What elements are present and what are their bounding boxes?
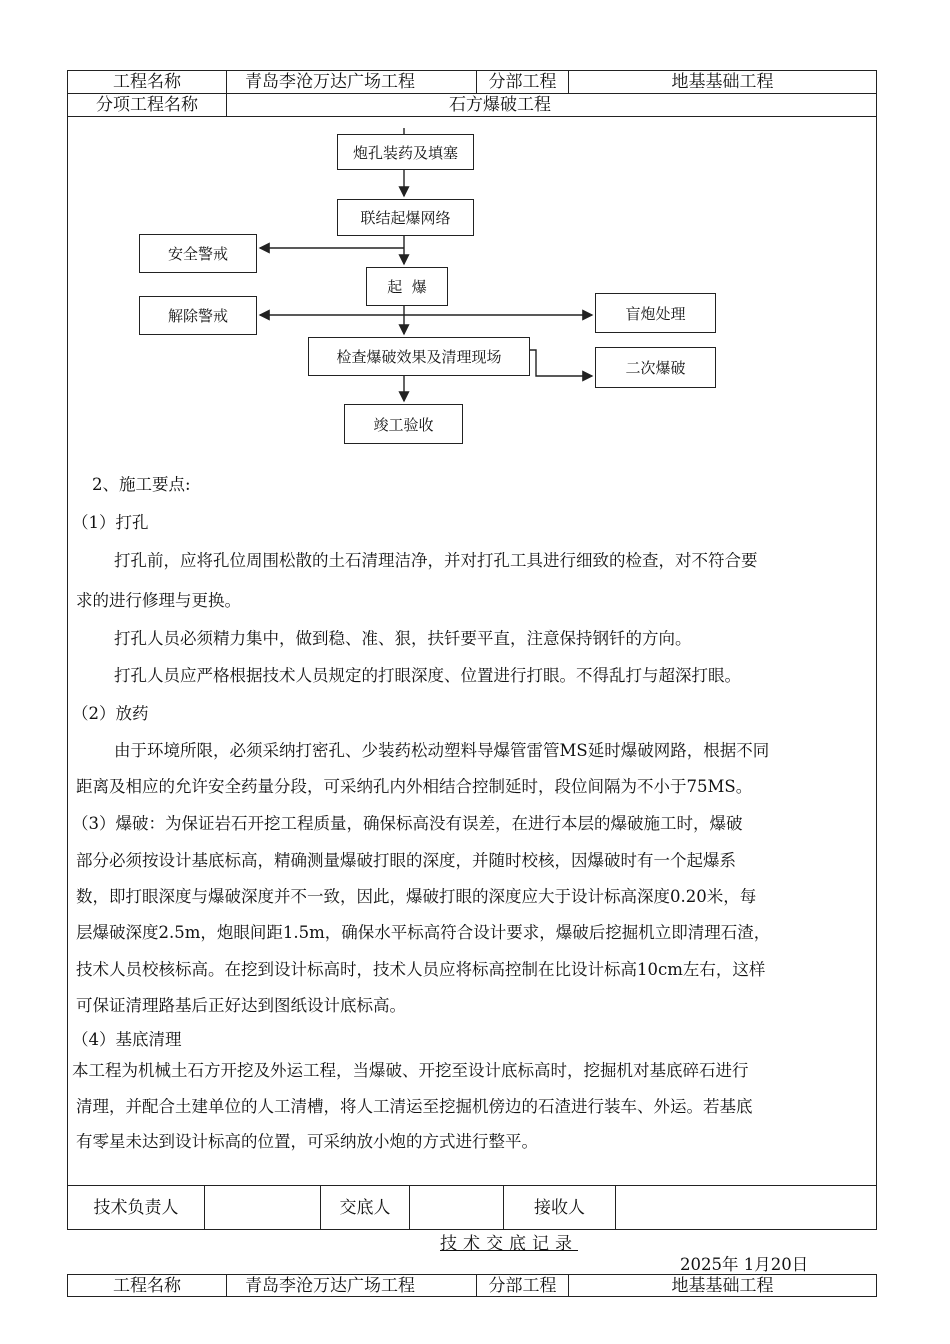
division-label: 分部工程	[488, 1276, 557, 1296]
division-value: 地基基础工程	[671, 1276, 774, 1296]
paragraph-line: 可保证清理路基后正好达到图纸设计底标高。	[76, 996, 406, 1015]
table-border-right	[876, 1274, 877, 1297]
project-name-label: 工程名称	[113, 1276, 181, 1296]
paragraph-line: 打孔人员应严格根据技术人员规定的打眼深度、位置进行打眼。不得乱打与超深打眼。	[114, 666, 741, 685]
receiver-label: 接收人	[534, 1198, 585, 1218]
paragraph-line: 求的进行修理与更换。	[76, 591, 241, 610]
section-2-heading: 2、施工要点:	[92, 475, 191, 494]
flow-box-charge: 炮孔装药及填塞	[337, 134, 474, 170]
paragraph-line: 距离及相应的允许安全药量分段，可采纳孔内外相结合控制延时，段位间隔为不小于75MS。	[76, 777, 753, 796]
project-name-value: 青岛李沧万达广场工程	[245, 1276, 415, 1296]
paragraph-line: 技术人员校核标高。在挖到设计标高时，技术人员应将标高控制在比设计标高10cm左右，这样	[76, 960, 766, 979]
paragraph-line: 由于环境所限，必须采纳打密孔、少装药松动塑料导爆管雷管MS延时爆破网路，根据不同	[114, 741, 770, 760]
division-label: 分部工程	[488, 72, 557, 92]
presenter-label: 交底人	[339, 1198, 391, 1218]
subsection-4-title: （4）基底清理	[72, 1030, 182, 1049]
flow-box-network: 联结起爆网络	[337, 199, 474, 236]
subitem-value: 石方爆破工程	[449, 95, 551, 115]
project-name-value: 青岛李沧万达广场工程	[245, 72, 415, 92]
record-title: 技术交底记录	[440, 1234, 578, 1254]
subitem-label: 分项工程名称	[96, 95, 198, 115]
paragraph-line: 打孔前，应将孔位周围松散的土石清理洁净，并对打孔工具进行细致的检查，对不符合要	[114, 551, 758, 570]
record-date: 2025年 1月20日	[680, 1255, 809, 1274]
signature-row-top	[67, 1185, 877, 1186]
flow-box-misfire: 盲炮处理	[595, 293, 716, 333]
signature-col-divider	[409, 1185, 410, 1230]
flow-box-secondary: 二次爆破	[595, 347, 716, 388]
paragraph-line: 打孔人员必须精力集中，做到稳、准、狠，扶钎要平直，注意保持钢钎的方向。	[114, 629, 692, 648]
flow-box-detonate: 起 爆	[366, 267, 448, 306]
flow-box-inspect: 检查爆破效果及清理现场	[308, 337, 530, 376]
subsection-1-title: （1）打孔	[72, 513, 149, 532]
paragraph-line: 本工程为机械土石方开挖及外运工程，当爆破、开挖至设计底标高时，挖掘机对基底碎石进行	[72, 1061, 749, 1080]
signature-col-divider	[615, 1185, 616, 1230]
paragraph-line: （3）爆破：为保证岩石开挖工程质量，确保标高没有误差，在进行本层的爆破施工时，爆破	[72, 814, 743, 833]
project-name-label: 工程名称	[113, 72, 181, 92]
subsection-2-title: （2）放药	[72, 704, 149, 723]
tech-lead-label: 技术负责人	[93, 1198, 179, 1218]
arrow-to-secondary	[530, 350, 592, 376]
flow-box-alert: 安全警戒	[139, 234, 257, 273]
paragraph-line: 层爆破深度2.5m，炮眼间距1.5m，确保水平标高符合设计要求，爆破后挖掘机立即清理石渣，	[76, 923, 771, 942]
flow-box-acceptance: 竣工验收	[344, 404, 463, 444]
signature-col-divider	[204, 1185, 205, 1230]
flow-box-release: 解除警戒	[139, 296, 257, 335]
signature-row-bottom	[67, 1229, 877, 1230]
paragraph-line: 部分必须按设计基底标高，精确测量爆破打眼的深度，并随时校核，因爆破时有一个起爆系	[76, 851, 736, 870]
paragraph-line: 有零星未达到设计标高的位置，可采纳放小炮的方式进行整平。	[76, 1132, 538, 1151]
division-value: 地基基础工程	[671, 72, 774, 92]
paragraph-line: 数，即打眼深度与爆破深度并不一致，因此，爆破打眼的深度应大于设计标高深度0.20米，每	[76, 887, 757, 906]
paragraph-line: 清理，并配合土建单位的人工清槽，将人工清运至挖掘机傍边的石渣进行装车、外运。若基底	[76, 1097, 753, 1116]
